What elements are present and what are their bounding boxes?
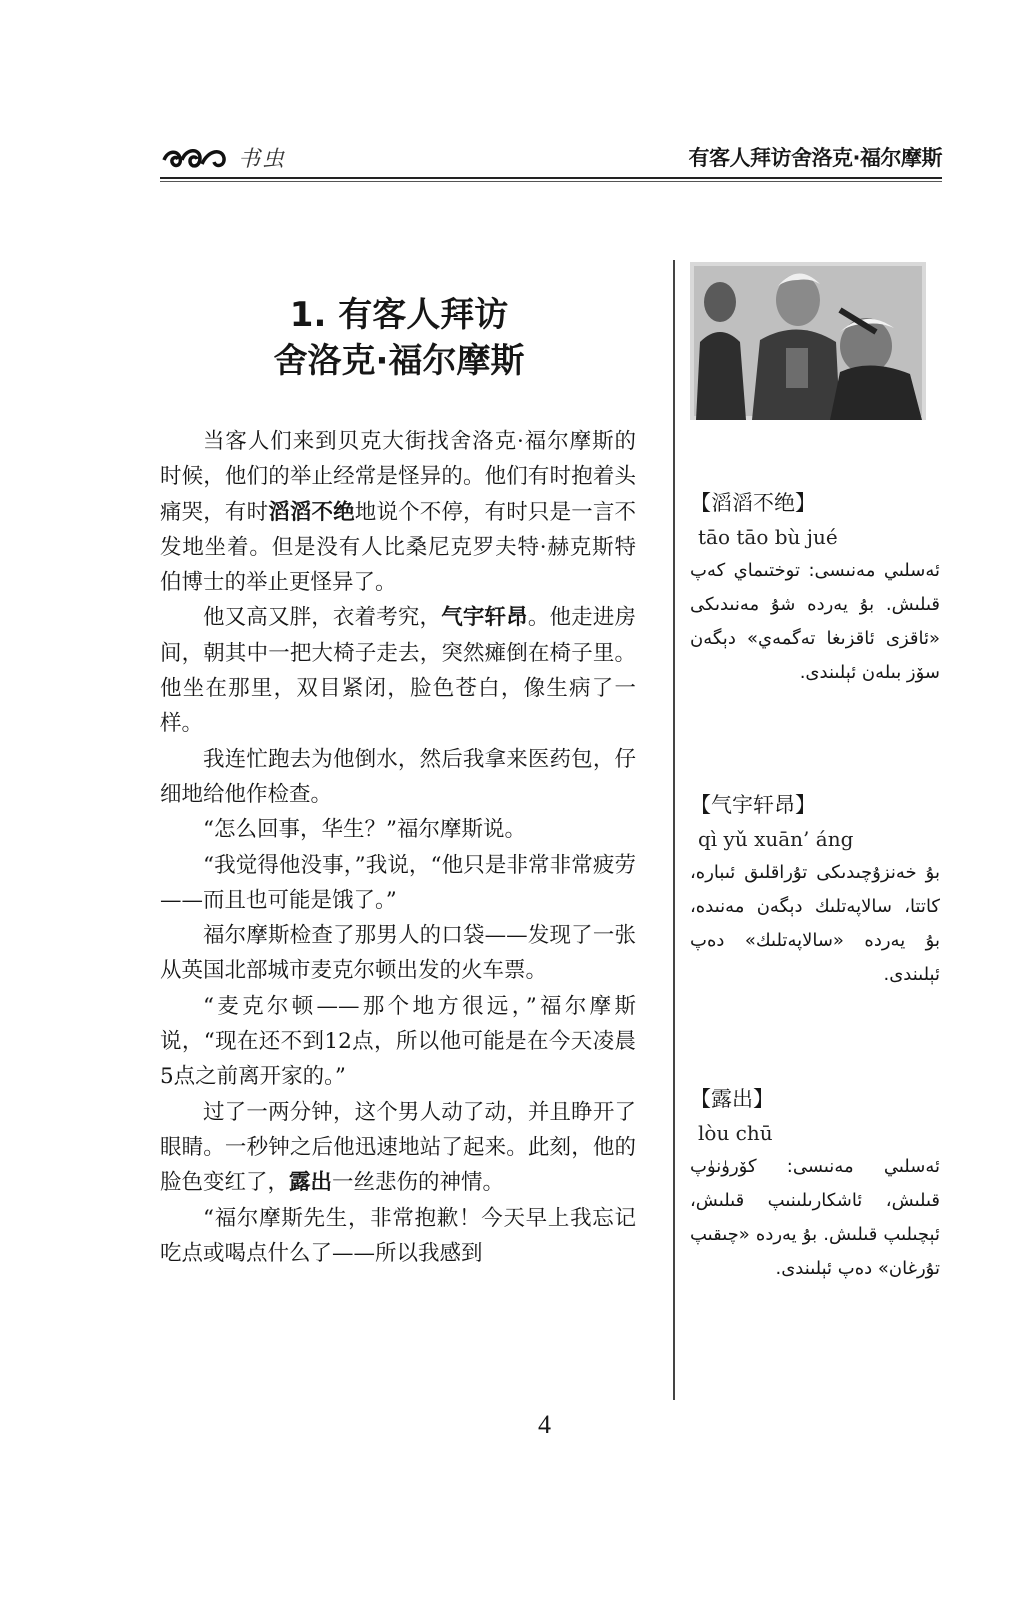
glossary-definition: ئەسلىي مەنىسى: توختىماي كەپ قىلىش. بۇ يەردە شۇ مەنىدىكى «ئاقزى ئاقزىغا تەگمەي» دېگەن سۆز بىلەن ئېلىندى. bbox=[690, 560, 940, 683]
body-paragraph bbox=[160, 812, 636, 847]
glossed-term: 滔滔不绝 bbox=[268, 499, 355, 525]
glossary-entry-1 bbox=[690, 486, 940, 690]
bookworm-logo-icon bbox=[162, 146, 228, 170]
page-number: 4 bbox=[538, 1410, 551, 1439]
glossary-pinyin: tāo tāo bù jué bbox=[698, 525, 838, 549]
glossed-term: 露出 bbox=[289, 1170, 333, 1196]
text-run: “麦克尔顿——那个地方很远，”福尔摩斯说，“现在还不到12点，所以他可能是在今天凌晨5点之前离开家的。” bbox=[160, 993, 636, 1090]
text-run: 一丝悲伤的神情。 bbox=[332, 1170, 505, 1196]
glossary-definition: بۇ خەنزۇچىدىكى تۇراقلىق ئىبارە، كاتتا، سالاپەتلىك دېگەن مەنىدە، بۇ يەردە «سالاپەتلىك» دەپ ئېلىندى. bbox=[690, 862, 940, 985]
glossary-pinyin: qì yǔ xuān’ áng bbox=[698, 827, 854, 851]
body-paragraph bbox=[160, 742, 636, 813]
glossary-definition: ئەسلىي مەنىسى: كۆرۈنۈپ قىلىش، ئاشكارىلىنىپ قىلىش، ئېچىلىپ قىلىش. بۇ يەردە «چىقىپ تۇرغان» دەپ ئېلىندى. bbox=[690, 1156, 940, 1279]
page-header bbox=[160, 140, 942, 186]
body-paragraph bbox=[160, 848, 636, 919]
text-run: 他又高又胖，衣着考究， bbox=[203, 605, 442, 631]
text-run: “怎么回事，华生？”福尔摩斯说。 bbox=[203, 817, 526, 843]
glossed-term: 气宇轩昂 bbox=[441, 605, 528, 631]
text-run: 。他走进房间，朝其中一把大椅子走去，突然瘫倒在椅子里。他坐在那里，双目紧闭，脸色苍白，像生病了一样。 bbox=[160, 605, 636, 737]
glossary-term: 【气宇轩昂】 bbox=[690, 793, 816, 817]
text-run: 福尔摩斯检查了那男人的口袋——发现了一张从英国北部城市麦克尔顿出发的火车票。 bbox=[160, 923, 636, 984]
text-run: “福尔摩斯先生，非常抱歉！今天早上我忘记吃点或喝点什么了——所以我感到 bbox=[160, 1205, 636, 1266]
body-paragraph bbox=[160, 1095, 636, 1201]
chapter-title-line-2: 舍洛克·福尔摩斯 bbox=[273, 341, 525, 381]
body-paragraph bbox=[160, 424, 636, 600]
text-run: 我连忙跑去为他倒水，然后我拿来医药包，仔细地给他作检查。 bbox=[160, 746, 636, 807]
glossary-term: 【滔滔不绝】 bbox=[690, 491, 816, 515]
column-divider bbox=[673, 260, 675, 1400]
glossary-entry-2 bbox=[690, 788, 940, 992]
text-run: “我觉得他没事，”我说，“他只是非常非常疲劳——而且也可能是饿了。” bbox=[160, 852, 636, 913]
glossary-term: 【露出】 bbox=[690, 1087, 774, 1111]
body-paragraph bbox=[160, 989, 636, 1095]
running-title: 有客人拜访舍洛克·福尔摩斯 bbox=[688, 146, 942, 170]
series-name: 书虫 bbox=[238, 147, 287, 172]
body-text bbox=[160, 424, 636, 1271]
header-rule bbox=[160, 177, 942, 179]
text-run: 当客人们来到贝克大街找舍洛克·福尔摩斯的时候，他们的举止经常是怪异的。他们有时抱着头痛哭，有时 bbox=[160, 429, 636, 525]
glossary-entry-3 bbox=[690, 1082, 940, 1286]
illustration-image bbox=[690, 262, 926, 420]
text-run: 地说个不停，有时只是一言不发地坐着。但是没有人比桑尼克罗夫特·赫克斯特伯博士的举止更怪异了。 bbox=[160, 499, 636, 596]
chapter-title bbox=[160, 292, 638, 384]
glossary-pinyin: lòu chū bbox=[698, 1121, 773, 1145]
body-paragraph bbox=[160, 600, 636, 741]
chapter-title-line-1: 1. 有客人拜访 bbox=[289, 295, 509, 335]
body-paragraph bbox=[160, 918, 636, 989]
header-rule-thin bbox=[160, 181, 942, 182]
text-run: 过了一两分钟，这个男人动了动，并且睁开了眼睛。一秒钟之后他迅速地站了起来。此刻，他的脸色变红了， bbox=[160, 1099, 636, 1196]
body-paragraph bbox=[160, 1201, 636, 1272]
